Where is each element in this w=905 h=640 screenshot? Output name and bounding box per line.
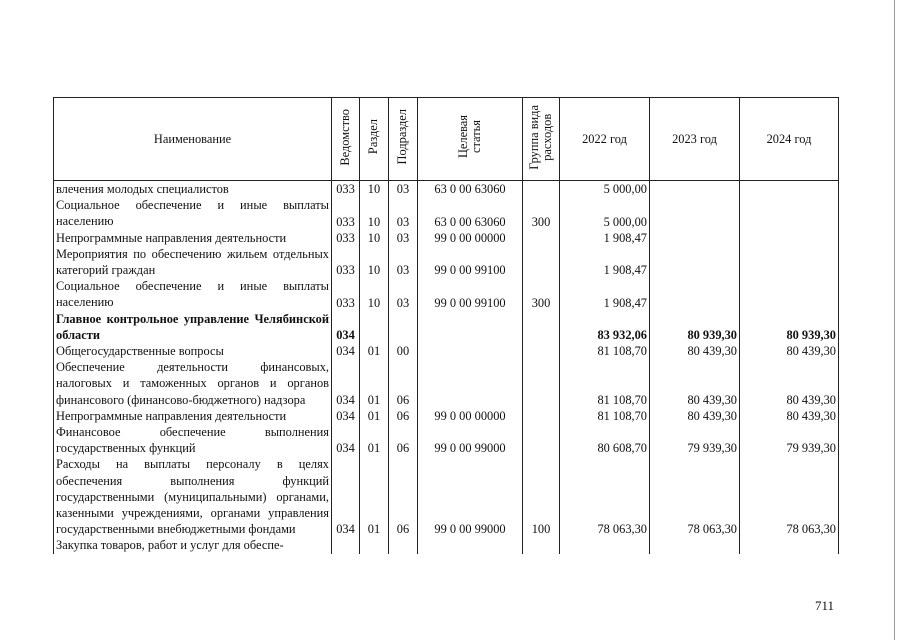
row-2024-cell: 79 939,30 bbox=[740, 424, 839, 456]
row-target-article-cell: 99 0 00 99000 bbox=[418, 424, 523, 456]
row-razdel-cell bbox=[360, 311, 389, 343]
table-row bbox=[54, 456, 839, 537]
row-expense-group-cell bbox=[523, 408, 560, 424]
table-row bbox=[54, 537, 839, 553]
row-name-cell: Финансовое обеспечение выполнения государственных функций bbox=[54, 424, 332, 456]
row-podrazdel-cell: 00 bbox=[389, 343, 418, 359]
header-2023: 2023 год bbox=[650, 98, 740, 181]
row-name-cell: Социальное обеспечение и иные выплаты населению bbox=[54, 197, 332, 229]
row-vedomstvo-cell: 033 bbox=[332, 278, 360, 310]
row-vedomstvo-cell: 034 bbox=[332, 456, 360, 537]
header-name: Наименование bbox=[54, 98, 332, 181]
row-name-cell: Главное контрольное управление Челябинской области bbox=[54, 311, 332, 343]
row-vedomstvo-cell: 034 bbox=[332, 343, 360, 359]
row-2022-cell: 1 908,47 bbox=[560, 246, 650, 278]
header-vedomstvo: Ведомство bbox=[332, 98, 360, 181]
row-razdel-cell: 01 bbox=[360, 408, 389, 424]
row-2022-cell: 1 908,47 bbox=[560, 278, 650, 310]
row-2023-cell bbox=[650, 197, 740, 229]
row-vedomstvo-cell bbox=[332, 537, 360, 553]
row-vedomstvo-cell: 033 bbox=[332, 230, 360, 246]
row-expense-group-cell bbox=[523, 537, 560, 553]
row-2023-cell: 80 439,30 bbox=[650, 343, 740, 359]
table-row bbox=[54, 230, 839, 246]
table-row bbox=[54, 408, 839, 424]
scan-edge-line bbox=[894, 0, 895, 640]
row-name-cell: Расходы на выплаты персоналу в целях обеспечения выполнения функций государственными (муниципальными) органами, казенными учреждениями, органами управления государственными внебюджетными фондами bbox=[54, 456, 332, 537]
row-expense-group-cell bbox=[523, 359, 560, 408]
row-2024-cell bbox=[740, 197, 839, 229]
row-target-article-cell: 99 0 00 99000 bbox=[418, 456, 523, 537]
row-2023-cell bbox=[650, 230, 740, 246]
row-2024-cell bbox=[740, 230, 839, 246]
row-expense-group-cell: 300 bbox=[523, 197, 560, 229]
row-name-cell: Непрограммные направления деятельности bbox=[54, 230, 332, 246]
row-2022-cell: 80 608,70 bbox=[560, 424, 650, 456]
row-name-cell: влечения молодых специалистов bbox=[54, 181, 332, 198]
row-razdel-cell: 10 bbox=[360, 230, 389, 246]
header-podrazdel: Подраздел bbox=[389, 98, 418, 181]
row-vedomstvo-cell: 034 bbox=[332, 359, 360, 408]
row-2024-cell bbox=[740, 278, 839, 310]
row-2022-cell bbox=[560, 537, 650, 553]
row-target-article-cell: 63 0 00 63060 bbox=[418, 197, 523, 229]
row-2024-cell: 80 939,30 bbox=[740, 311, 839, 343]
table-row bbox=[54, 278, 839, 310]
row-razdel-cell: 10 bbox=[360, 181, 389, 198]
table-row bbox=[54, 424, 839, 456]
row-razdel-cell: 01 bbox=[360, 343, 389, 359]
row-podrazdel-cell: 06 bbox=[389, 408, 418, 424]
row-expense-group-cell bbox=[523, 181, 560, 198]
row-podrazdel-cell: 06 bbox=[389, 359, 418, 408]
table-row bbox=[54, 246, 839, 278]
row-2024-cell bbox=[740, 246, 839, 278]
row-target-article-cell bbox=[418, 343, 523, 359]
row-2022-cell: 5 000,00 bbox=[560, 181, 650, 198]
row-target-article-cell: 99 0 00 99100 bbox=[418, 246, 523, 278]
table-row bbox=[54, 359, 839, 408]
row-podrazdel-cell: 03 bbox=[389, 197, 418, 229]
row-vedomstvo-cell: 034 bbox=[332, 311, 360, 343]
row-target-article-cell: 99 0 00 99100 bbox=[418, 278, 523, 310]
row-expense-group-cell bbox=[523, 246, 560, 278]
row-2023-cell bbox=[650, 537, 740, 553]
row-podrazdel-cell bbox=[389, 311, 418, 343]
row-vedomstvo-cell: 033 bbox=[332, 181, 360, 198]
page-number: 711 bbox=[815, 598, 835, 613]
row-2023-cell: 80 939,30 bbox=[650, 311, 740, 343]
row-2022-cell: 81 108,70 bbox=[560, 343, 650, 359]
row-expense-group-cell: 300 bbox=[523, 278, 560, 310]
row-vedomstvo-cell: 034 bbox=[332, 408, 360, 424]
budget-table bbox=[53, 97, 839, 554]
table-row bbox=[54, 343, 839, 359]
header-2022: 2022 год bbox=[560, 98, 650, 181]
row-razdel-cell: 01 bbox=[360, 456, 389, 537]
row-2022-cell: 81 108,70 bbox=[560, 359, 650, 408]
row-podrazdel-cell: 06 bbox=[389, 424, 418, 456]
header-expense-group: Группа вида расходов bbox=[523, 98, 560, 181]
row-razdel-cell: 01 bbox=[360, 424, 389, 456]
row-razdel-cell: 01 bbox=[360, 359, 389, 408]
row-razdel-cell bbox=[360, 537, 389, 553]
row-podrazdel-cell: 06 bbox=[389, 456, 418, 537]
row-2022-cell: 81 108,70 bbox=[560, 408, 650, 424]
row-2023-cell: 80 439,30 bbox=[650, 359, 740, 408]
row-target-article-cell bbox=[418, 537, 523, 553]
row-2024-cell bbox=[740, 537, 839, 553]
row-podrazdel-cell: 03 bbox=[389, 181, 418, 198]
row-2024-cell: 80 439,30 bbox=[740, 343, 839, 359]
row-2023-cell bbox=[650, 246, 740, 278]
table-header-row bbox=[54, 98, 839, 181]
row-vedomstvo-cell: 034 bbox=[332, 424, 360, 456]
row-2022-cell: 83 932,06 bbox=[560, 311, 650, 343]
row-2022-cell: 1 908,47 bbox=[560, 230, 650, 246]
row-razdel-cell: 10 bbox=[360, 246, 389, 278]
row-vedomstvo-cell: 033 bbox=[332, 246, 360, 278]
row-name-cell: Мероприятия по обеспечению жильем отдельных категорий граждан bbox=[54, 246, 332, 278]
row-2022-cell: 5 000,00 bbox=[560, 197, 650, 229]
row-2023-cell: 80 439,30 bbox=[650, 408, 740, 424]
row-2023-cell: 78 063,30 bbox=[650, 456, 740, 537]
row-name-cell: Непрограммные направления деятельности bbox=[54, 408, 332, 424]
row-podrazdel-cell bbox=[389, 537, 418, 553]
table-row bbox=[54, 311, 839, 343]
row-podrazdel-cell: 03 bbox=[389, 278, 418, 310]
row-target-article-cell: 99 0 00 00000 bbox=[418, 230, 523, 246]
row-target-article-cell bbox=[418, 359, 523, 408]
row-2024-cell: 80 439,30 bbox=[740, 359, 839, 408]
row-2023-cell bbox=[650, 278, 740, 310]
table-row bbox=[54, 181, 839, 198]
row-razdel-cell: 10 bbox=[360, 197, 389, 229]
row-name-cell: Общегосударственные вопросы bbox=[54, 343, 332, 359]
row-expense-group-cell bbox=[523, 230, 560, 246]
header-razdel: Раздел bbox=[360, 98, 389, 181]
row-expense-group-cell: 100 bbox=[523, 456, 560, 537]
row-2024-cell: 80 439,30 bbox=[740, 408, 839, 424]
row-expense-group-cell bbox=[523, 311, 560, 343]
table-row bbox=[54, 197, 839, 229]
table-body bbox=[54, 181, 839, 554]
row-2022-cell: 78 063,30 bbox=[560, 456, 650, 537]
row-target-article-cell: 99 0 00 00000 bbox=[418, 408, 523, 424]
row-name-cell: Социальное обеспечение и иные выплаты населению bbox=[54, 278, 332, 310]
header-target-article: Целевая статья bbox=[418, 98, 523, 181]
row-2024-cell: 78 063,30 bbox=[740, 456, 839, 537]
row-target-article-cell: 63 0 00 63060 bbox=[418, 181, 523, 198]
row-name-cell: Закупка товаров, работ и услуг для обеспе- bbox=[54, 537, 332, 553]
row-vedomstvo-cell: 033 bbox=[332, 197, 360, 229]
row-target-article-cell bbox=[418, 311, 523, 343]
row-expense-group-cell bbox=[523, 424, 560, 456]
row-2023-cell bbox=[650, 181, 740, 198]
header-2024: 2024 год bbox=[740, 98, 839, 181]
row-podrazdel-cell: 03 bbox=[389, 230, 418, 246]
row-2023-cell: 79 939,30 bbox=[650, 424, 740, 456]
row-name-cell: Обеспечение деятельности финансовых, налоговых и таможенных органов и органов финансового (финансово-бюджетного) надзора bbox=[54, 359, 332, 408]
row-expense-group-cell bbox=[523, 343, 560, 359]
row-2024-cell bbox=[740, 181, 839, 198]
row-podrazdel-cell: 03 bbox=[389, 246, 418, 278]
row-razdel-cell: 10 bbox=[360, 278, 389, 310]
